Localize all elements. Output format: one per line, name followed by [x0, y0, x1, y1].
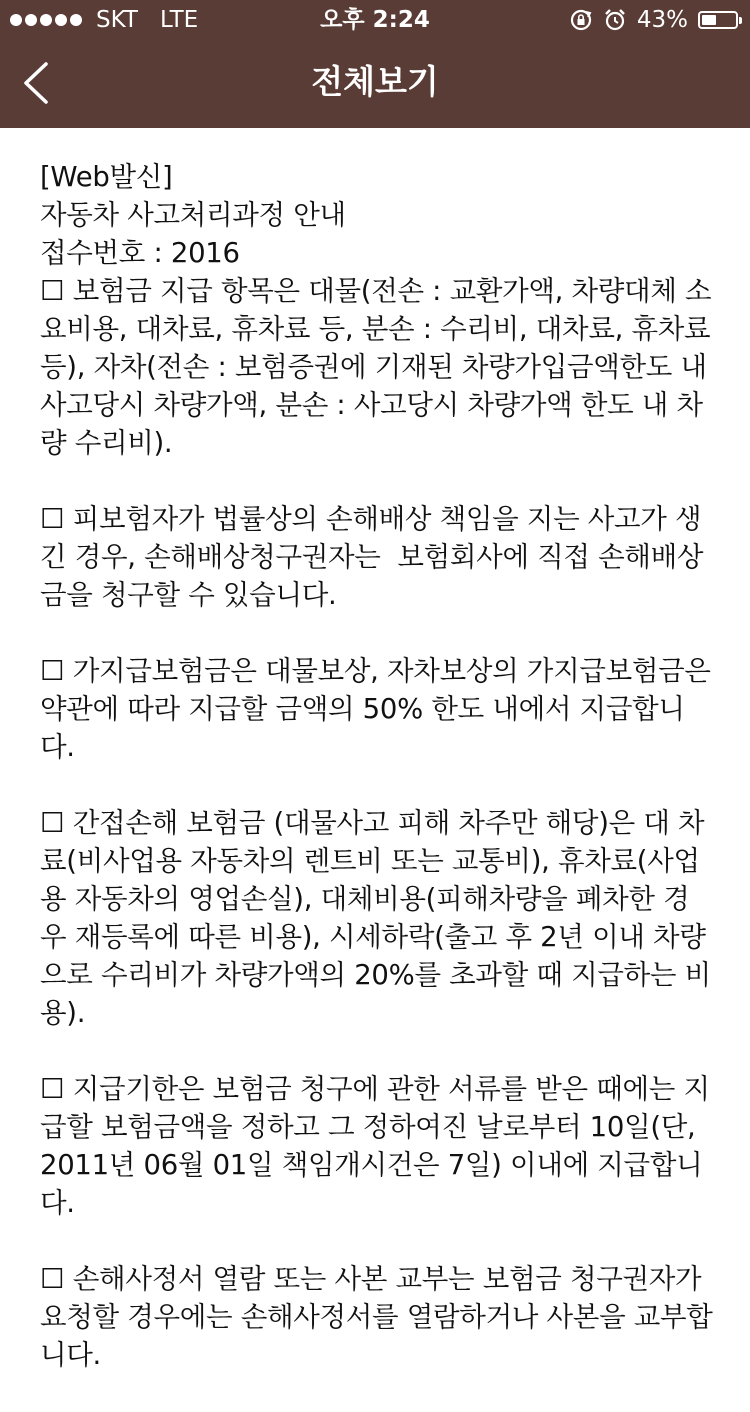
- battery-percent: 43%: [636, 7, 688, 33]
- battery-icon: [698, 11, 738, 29]
- message-body: [40, 158, 720, 1412]
- status-time: 오후 2:24: [320, 7, 430, 33]
- app-header: [0, 0, 750, 128]
- message-section: ☐ 보험금 지급 항목은 대물(전손 : 교환가액, 차량대체 소요비용, 대차료, 휴차료 등, 분손 : 수리비, 대차료, 휴차료 등), 자차(전손 : 보험증권에 기재된 차량가입금액한도 내 사고당시 차량가액, 분손 : 사고당시 차량가액 한도 내 차량 수리비).: [40, 275, 719, 459]
- message-subject: 자동차 사고처리과정 안내: [40, 199, 346, 231]
- battery-fill: [702, 15, 716, 25]
- message-section: ☐ 가지급보험금은 대물보상, 자차보상의 가지급보험금은 약관에 따라 지급할 금액의 50% 한도 내에서 지급합니다.: [40, 655, 720, 763]
- alarm-clock-icon: [603, 8, 627, 32]
- navigation-bar: [0, 40, 750, 128]
- message-section: ☐ 간접손해 보험금 (대물사고 피해 차주만 해당)은 대 차료(비사업용 자동차의 렌트비 또는 교통비), 휴차료(사업용 자동차의 영업손실), 대체비용(피해차량을 폐차한 경우 재등록에 따른 비용), 시세하락(출고 후 2년 이내 차량으로 수리비가 차량가액의 20%를 초과할 때 지급하는 비용).: [40, 807, 711, 1029]
- message-section: ☐ 지급기한은 보험금 청구에 관한 서류를 받은 때에는 지급할 보험금액을 정하고 그 정하여진 날로부터 10일(단, 2011년 06월 01일 책임개시건은 7일) 이내에 지급합니다.: [40, 1073, 710, 1219]
- message-section: ☐ 피보험자가 법률상의 손해배상 책임을 지는 사고가 생긴 경우, 손해배상청구권자는 보험회사에 직접 손해배상금을 청구할 수 있습니다.: [40, 503, 704, 611]
- network-type: LTE: [159, 7, 199, 33]
- page-title: 전체보기: [311, 62, 439, 101]
- carrier-name: SKT: [96, 7, 138, 33]
- status-bar: [0, 0, 750, 40]
- message-sender-tag: [Web발신]: [40, 161, 173, 193]
- rotation-lock-icon: [569, 8, 593, 32]
- receipt-number: 접수번호 : 2016: [40, 237, 240, 269]
- message-intro: [40, 158, 719, 462]
- status-right: [569, 0, 738, 40]
- message-section: ☐ 손해사정서 열람 또는 사본 교부는 보험금 청구권자가 요청할 경우에는 손해사정서를 열람하거나 사본을 교부합니다.: [40, 1263, 713, 1371]
